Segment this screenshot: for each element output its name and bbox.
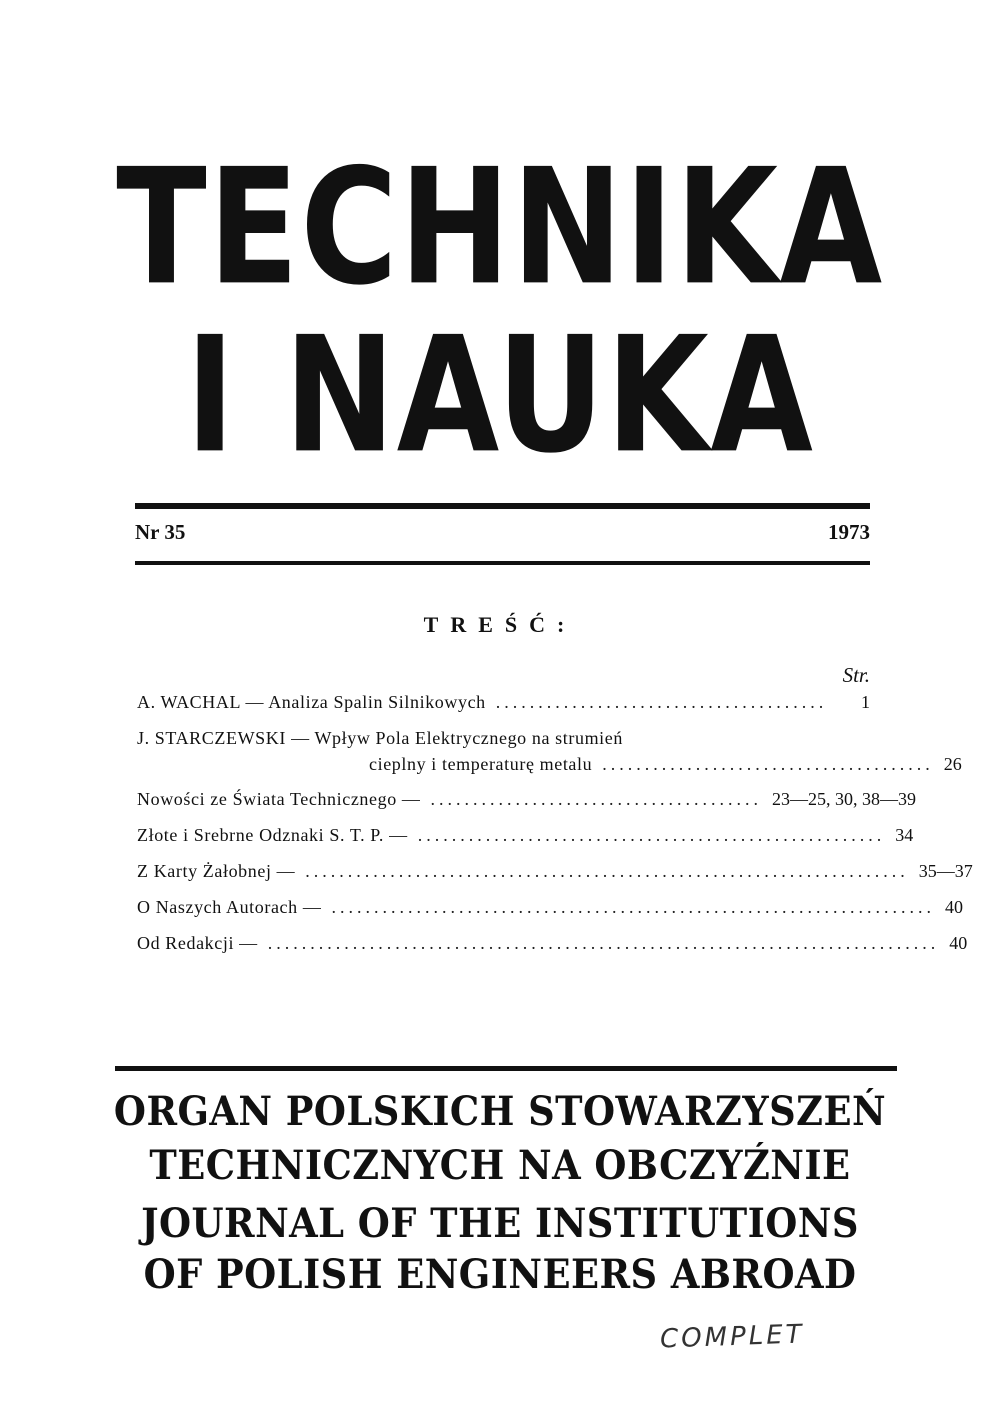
toc-entry[interactable] — [137, 861, 973, 897]
toc-entry-page: 34 — [895, 825, 914, 845]
leader-dots: ............................................................................... — [267, 933, 940, 953]
toc-entry-page: 40 — [949, 933, 968, 953]
handwritten-note: COMPLET — [659, 1319, 806, 1355]
toc-entry-title: Z Karty Żałobnej — — [137, 861, 296, 881]
toc-entry-page: 26 — [943, 754, 962, 774]
toc-entry[interactable] — [137, 825, 914, 861]
masthead-title-line1: TECHNIKA — [116, 134, 884, 321]
toc-heading: TREŚĆ: — [423, 612, 577, 637]
leader-dots: ....................................................................... — [305, 861, 909, 881]
page-column-label: Str. — [842, 663, 870, 687]
issue-info — [135, 520, 870, 545]
toc-entry-page: 40 — [944, 897, 963, 917]
toc-entry-title: Nowości ze Świata Technicznego — — [137, 789, 421, 809]
leader-dots: ....................................... — [495, 692, 828, 712]
issue-number: Nr 35 — [135, 520, 186, 544]
leader-dots: ....................................................................... — [331, 897, 935, 917]
toc-entry[interactable] — [137, 789, 917, 825]
leader-dots: ....................................... — [430, 789, 763, 809]
toc-entry[interactable] — [137, 728, 962, 775]
toc-entry-title-continued: cieplny i temperaturę metalu — [369, 754, 593, 774]
toc-entry-title: J. STARCZEWSKI — Wpływ Pola Elektrycznego na strumień — [137, 728, 623, 748]
toc-entry-title: A. WACHAL — Analiza Spalin Silnikowych — [137, 692, 486, 712]
toc-entry-page: 23—25, 30, 38—39 — [772, 789, 917, 809]
toc-entry[interactable] — [137, 897, 963, 933]
organization-name-pl-line1: ORGAN POLSKICH STOWARZYSZEŃ — [113, 1088, 887, 1135]
toc-entry-title: Złote i Srebrne Odznaki S. T. P. — — [137, 825, 408, 845]
toc-entry[interactable] — [137, 692, 870, 728]
toc-entry-title: Od Redakcji — — [137, 933, 258, 953]
issue-year: 1973 — [828, 520, 870, 544]
table-of-contents — [137, 692, 973, 969]
mid-rule — [135, 561, 870, 565]
masthead-title-line2: I NAUKA — [185, 302, 815, 489]
toc-entry[interactable] — [137, 933, 968, 969]
toc-entry-title: O Naszych Autorach — — [137, 897, 322, 917]
organization-name-en-line2: OF POLISH ENGINEERS ABROAD — [143, 1251, 857, 1298]
toc-entry-page: 35—37 — [918, 861, 973, 881]
leader-dots: ....................................... — [602, 754, 934, 774]
toc-entry-page: 1 — [861, 692, 870, 712]
leader-dots: ....................................................... — [417, 825, 886, 845]
bottom-rule — [115, 1066, 897, 1071]
top-rule — [135, 503, 870, 509]
organization-name-en-line1: JOURNAL OF THE INSTITUTIONS — [141, 1200, 859, 1247]
organization-name-pl-line2: TECHNICZNYCH NA OBCZYŹNIE — [149, 1142, 851, 1189]
